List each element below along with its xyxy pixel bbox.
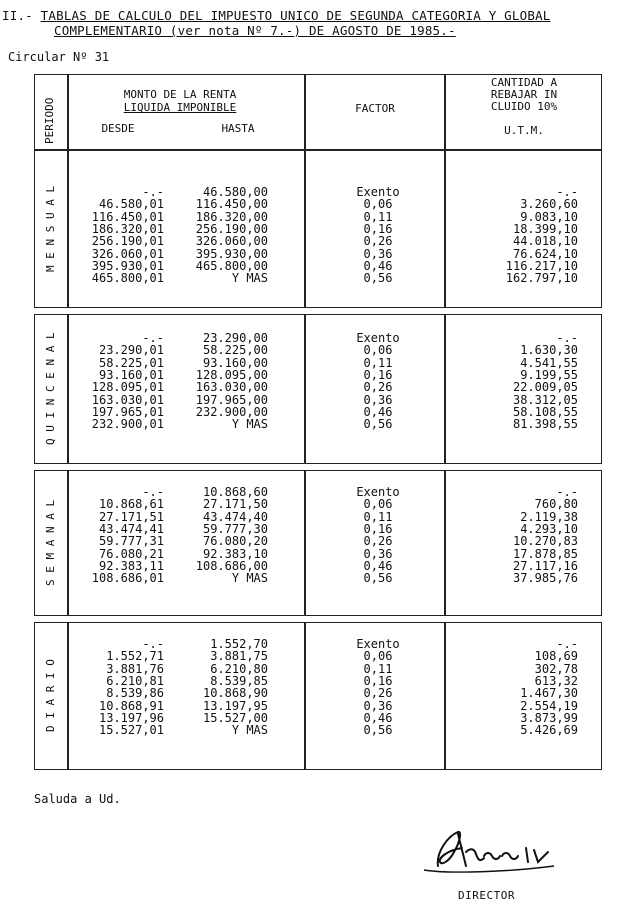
cell-factor: 0,46: [363, 710, 393, 725]
cell-cantidad: 108,69: [534, 649, 578, 664]
cell-cantidad: 760,80: [534, 497, 578, 512]
cell-factor: 0,56: [363, 571, 393, 586]
cell-factor: 0,11: [363, 355, 393, 370]
header-hasta: HASTA: [221, 122, 255, 135]
cell-desde: 23.290,01: [98, 343, 164, 358]
closing-text: Saluda a Ud.: [34, 792, 121, 806]
cell-hasta: Y MAS: [231, 723, 268, 738]
header-desde: DESDE: [101, 122, 135, 135]
cell-hasta: 197.965,00: [195, 392, 268, 407]
cell-desde: 8.539,86: [106, 686, 164, 701]
cell-hasta: 256.190,00: [195, 221, 268, 236]
cell-hasta: 10.868,90: [202, 686, 268, 701]
cell-desde: -.-: [142, 331, 164, 345]
cell-hasta: 23.290,00: [202, 331, 268, 345]
cell-factor: Exento: [356, 331, 400, 345]
cell-factor: 0,11: [363, 209, 393, 224]
cell-factor: 0,11: [363, 661, 393, 676]
cell-cantidad: -.-: [556, 331, 578, 345]
cell-cantidad: 18.399,10: [512, 221, 578, 236]
cell-hasta: 8.539,85: [210, 673, 268, 688]
cell-desde: 6.210,81: [106, 673, 164, 688]
cell-desde: 76.080,21: [98, 546, 164, 561]
cell-cantidad: 27.117,16: [512, 558, 578, 573]
cell-cantidad: 2.119,38: [520, 509, 578, 524]
cell-cantidad: -.-: [556, 185, 578, 199]
cell-cantidad: -.-: [556, 637, 578, 651]
document-title-line2: COMPLEMENTARIO (ver nota Nº 7.-) DE AGOSTO DE 1985.-: [54, 23, 456, 38]
period-label: M E N S U A L: [44, 185, 57, 273]
cell-cantidad: 302,78: [534, 661, 578, 676]
cell-desde: 59.777,31: [98, 534, 164, 549]
cell-desde: 58.225,01: [98, 355, 164, 370]
cell-factor: 0,46: [363, 558, 393, 573]
cell-desde: 27.171,51: [98, 509, 164, 524]
cell-desde: 93.160,01: [98, 367, 164, 382]
cell-hasta: 58.225,00: [202, 343, 268, 358]
cell-factor: 0,16: [363, 367, 393, 382]
cell-hasta: 92.383,10: [202, 546, 268, 561]
cell-hasta: 3.881,75: [210, 649, 268, 664]
cell-factor: 0,26: [363, 234, 393, 249]
cell-cantidad: 22.009,05: [512, 380, 578, 395]
cell-factor: 0,26: [363, 380, 393, 395]
cell-cantidad: 58.108,55: [512, 404, 578, 419]
cell-factor: 0,56: [363, 271, 393, 286]
cell-hasta: Y MAS: [231, 271, 268, 286]
period-label: S E M A N A L: [44, 499, 57, 587]
cell-hasta: 186.320,00: [195, 209, 268, 224]
cell-hasta: 395.930,00: [195, 246, 268, 261]
cell-cantidad: 9.083,10: [520, 209, 578, 224]
cell-hasta: 465.800,00: [195, 258, 268, 273]
cell-hasta: 46.580,00: [202, 185, 268, 199]
document-title-text: TABLAS DE CALCULO DEL IMPUESTO UNICO DE SEGUNDA CATEGORIA Y GLOBAL: [40, 8, 551, 23]
cell-cantidad: 5.426,69: [520, 723, 578, 738]
cell-desde: 465.800,01: [91, 271, 164, 286]
header-periodo: PERIODO: [43, 97, 56, 144]
cell-desde: 163.030,01: [91, 392, 164, 407]
cell-desde: 108.686,01: [91, 571, 164, 586]
cell-factor: 0,16: [363, 221, 393, 236]
cell-desde: 3.881,76: [106, 661, 164, 676]
cell-factor: 0,06: [363, 197, 393, 212]
header-cantidad-line3: CLUIDO 10%: [490, 100, 558, 113]
cell-desde: 232.900,01: [91, 417, 164, 432]
cell-factor: 0,26: [363, 534, 393, 549]
cell-hasta: 93.160,00: [202, 355, 268, 370]
cell-desde: 186.320,01: [91, 221, 164, 236]
cell-desde: 395.930,01: [91, 258, 164, 273]
cell-desde: 43.474,41: [98, 521, 164, 536]
cell-desde: 256.190,01: [91, 234, 164, 249]
document-title-line1: II.- TABLAS DE CALCULO DEL IMPUESTO UNICO DE SEGUNDA CATEGORIA Y GLOBAL: [2, 8, 551, 23]
cell-desde: 92.383,11: [98, 558, 164, 573]
cell-cantidad: 116.217,10: [505, 258, 578, 273]
cell-cantidad: 9.199,55: [520, 367, 578, 382]
cell-factor: 0,36: [363, 392, 393, 407]
header-utm: U.T.M.: [504, 124, 544, 137]
cell-hasta: Y MAS: [231, 571, 268, 586]
cell-factor: 0,36: [363, 246, 393, 261]
cell-desde: 128.095,01: [91, 380, 164, 395]
cell-factor: 0,56: [363, 417, 393, 432]
cell-cantidad: 162.797,10: [505, 271, 578, 286]
cell-desde: 1.552,71: [106, 649, 164, 664]
cell-hasta: 43.474,40: [202, 509, 268, 524]
cell-cantidad: -.-: [556, 485, 578, 499]
cell-hasta: 6.210,80: [210, 661, 268, 676]
cell-cantidad: 76.624,10: [512, 246, 578, 261]
cell-factor: 0,26: [363, 686, 393, 701]
cell-hasta: 15.527,00: [202, 710, 268, 725]
cell-factor: 0,36: [363, 546, 393, 561]
cell-hasta: Y MAS: [231, 417, 268, 432]
header-cantidad-line2: REBAJAR IN: [490, 88, 558, 101]
period-label: Q U I N C E N A L: [44, 332, 57, 446]
cell-cantidad: 2.554,19: [520, 698, 578, 713]
cell-factor: 0,11: [363, 509, 393, 524]
cell-cantidad: 81.398,55: [512, 417, 578, 432]
cell-desde: -.-: [142, 185, 164, 199]
header-monto-line2: LIQUIDA IMPONIBLE: [123, 101, 237, 114]
cell-factor: 0,46: [363, 404, 393, 419]
period-label: D I A R I O: [44, 659, 57, 733]
cell-hasta: 10.868,60: [202, 485, 268, 499]
cell-desde: 326.060,01: [91, 246, 164, 261]
cell-hasta: 326.060,00: [195, 234, 268, 249]
cell-desde: -.-: [142, 637, 164, 651]
cell-factor: Exento: [356, 485, 400, 499]
cell-factor: 0,06: [363, 649, 393, 664]
cell-cantidad: 4.541,55: [520, 355, 578, 370]
cell-factor: Exento: [356, 185, 400, 199]
cell-cantidad: 4.293,10: [520, 521, 578, 536]
cell-factor: Exento: [356, 637, 400, 651]
cell-factor: 0,16: [363, 673, 393, 688]
cell-factor: 0,46: [363, 258, 393, 273]
cell-desde: 46.580,01: [98, 197, 164, 212]
cell-desde: 10.868,91: [98, 698, 164, 713]
cell-hasta: 27.171,50: [202, 497, 268, 512]
cell-factor: 0,56: [363, 723, 393, 738]
cell-cantidad: 10.270,83: [512, 534, 578, 549]
cell-cantidad: 44.018,10: [512, 234, 578, 249]
cell-cantidad: 38.312,05: [512, 392, 578, 407]
cell-hasta: 59.777,30: [202, 521, 268, 536]
cell-factor: 0,36: [363, 698, 393, 713]
cell-hasta: 13.197,95: [202, 698, 268, 713]
cell-factor: 0,06: [363, 497, 393, 512]
director-label: DIRECTOR: [458, 889, 515, 902]
cell-cantidad: 1.467,30: [520, 686, 578, 701]
cell-desde: 116.450,01: [91, 209, 164, 224]
header-monto-line1: MONTO DE LA RENTA: [123, 88, 237, 101]
header-cantidad-line1: CANTIDAD A: [490, 76, 558, 89]
cell-hasta: 108.686,00: [195, 558, 268, 573]
cell-desde: 10.868,61: [98, 497, 164, 512]
cell-factor: 0,06: [363, 343, 393, 358]
cell-cantidad: 3.260,60: [520, 197, 578, 212]
cell-hasta: 1.552,70: [210, 637, 268, 651]
circular-number: Circular Nº 31: [8, 50, 110, 64]
cell-desde: 197.965,01: [91, 404, 164, 419]
cell-hasta: 163.030,00: [195, 380, 268, 395]
cell-desde: 15.527,01: [98, 723, 164, 738]
cell-hasta: 76.080,20: [202, 534, 268, 549]
cell-cantidad: 37.985,76: [512, 571, 578, 586]
cell-hasta: 116.450,00: [195, 197, 268, 212]
cell-hasta: 128.095,00: [195, 367, 268, 382]
cell-cantidad: 17.878,85: [512, 546, 578, 561]
cell-cantidad: 613,32: [534, 673, 578, 688]
cell-desde: 13.197,96: [98, 710, 164, 725]
cell-factor: 0,16: [363, 521, 393, 536]
cell-hasta: 232.900,00: [195, 404, 268, 419]
cell-cantidad: 1.630,30: [520, 343, 578, 358]
signature-image: [418, 822, 568, 882]
cell-cantidad: 3.873,99: [520, 710, 578, 725]
header-factor: FACTOR: [355, 102, 395, 115]
cell-desde: -.-: [142, 485, 164, 499]
